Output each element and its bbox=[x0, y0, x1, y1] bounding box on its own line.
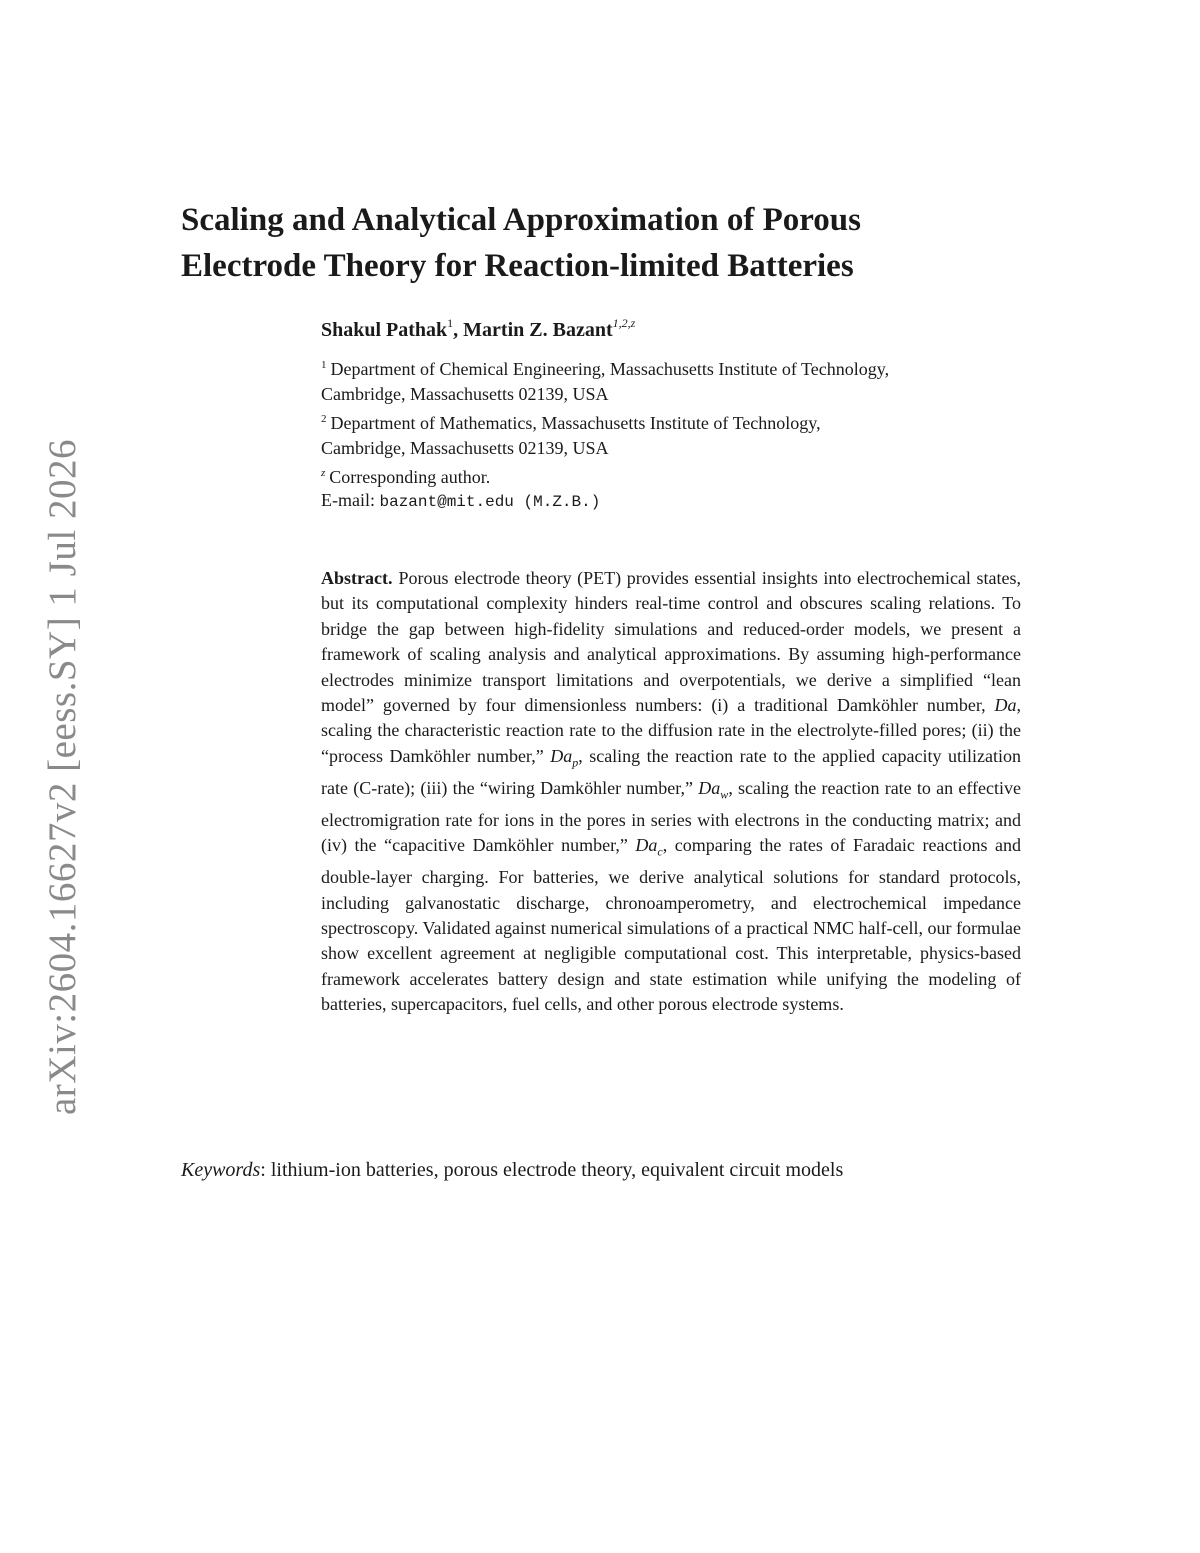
author-name: Shakul Pathak bbox=[321, 319, 448, 341]
affiliation-line bbox=[321, 461, 1021, 490]
author-separator: , bbox=[453, 319, 464, 341]
affiliation-mark: z bbox=[321, 467, 326, 479]
affiliation-text: Department of Mathematics, Massachusetts Institute of Technology, bbox=[330, 413, 821, 433]
author-list bbox=[321, 316, 635, 342]
affiliation-line bbox=[321, 382, 1021, 407]
email-line bbox=[321, 490, 600, 511]
author-affiliation-mark: 1,2,z bbox=[612, 316, 636, 330]
keywords bbox=[181, 1159, 843, 1182]
abstract-label: Abstract. bbox=[321, 568, 393, 588]
keywords-label: Keywords bbox=[181, 1159, 261, 1181]
author-name: Martin Z. Bazant bbox=[463, 319, 613, 341]
affiliation-line bbox=[321, 407, 1021, 436]
paper-title bbox=[181, 197, 1081, 289]
math-symbol: $Da_p$ bbox=[550, 745, 579, 770]
keywords-colon: : bbox=[260, 1159, 271, 1181]
abstract bbox=[321, 566, 1021, 1018]
math-symbol: $Da_c$ bbox=[635, 835, 663, 859]
corresponding-author-note: Corresponding author. bbox=[329, 467, 491, 487]
affiliation-line bbox=[321, 353, 1021, 382]
affiliation-mark: 2 bbox=[321, 413, 327, 425]
math-symbol: Da bbox=[994, 695, 1017, 716]
affiliation-text: Department of Chemical Engineering, Massachusetts Institute of Technology, bbox=[330, 359, 890, 379]
title-line-1: Scaling and Analytical Approximation of Porous bbox=[181, 202, 861, 238]
arxiv-identifier-stamp: arXiv:2604.16627v2 [eess.SY] 1 Jul 2026 bbox=[41, 439, 84, 1115]
title-line-2: Electrode Theory for Reaction-limited Batteries bbox=[181, 248, 854, 284]
keywords-text: lithium-ion batteries, porous electrode theory, equivalent circuit models bbox=[270, 1159, 844, 1181]
email-address-link[interactable]: bazant@mit.edu (M.Z.B.) bbox=[379, 493, 601, 511]
affiliation-text: Cambridge, Massachusetts 02139, USA bbox=[321, 438, 609, 458]
abstract-body: Porous electrode theory (PET) provides essential insights into electrochemical states, but its computational complexity hinders real-time control and obscures scaling relations. To bridge the gap between high-fidelity simulations and reduced-order models, we present a framework of scaling analysis and analytical approximations. By assuming high-performance electrodes minimize transport limitations and overpotentials, we derive a simplified “lean model” governed by four dimensionless numbers: (i) a traditional Damköhler number, Da, scaling the characteristic reaction rate to the diffusion rate in the electrolyte-filled pores; (ii) the “process Damköhler number,” $Da_p$, scaling the reaction rate to the applied capacity utilization rate (C-rate); (iii) the “wiring Damköhler number,” $Da_w$, scaling the reaction rate to an effective electromigration rate for ions in the pores in series with electrons in the conducting matrix; and (iv) the “capacitive Damköhler number,” $Da_c$, comparing the rates of Faradaic reactions and double-layer charging. For batteries, we derive analytical solutions for standard protocols, including galvanostatic discharge, chronoamperometry, and electrochemical impedance spectroscopy. Validated against numerical simulations of a practical NMC half-cell, our formulae show excellent agreement at negligible computational cost. This interpretable, physics-based framework accelerates battery design and state estimation while unifying the modeling of batteries, supercapacitors, fuel cells, and other porous electrode systems. bbox=[321, 568, 1022, 1015]
affiliation-mark: 1 bbox=[321, 359, 327, 371]
math-symbol: $Da_w$ bbox=[698, 777, 729, 802]
author-affiliation-mark: 1 bbox=[447, 316, 454, 330]
affiliations bbox=[321, 353, 1021, 490]
email-label: E-mail: bbox=[321, 490, 375, 510]
affiliation-text: Cambridge, Massachusetts 02139, USA bbox=[321, 384, 609, 404]
affiliation-line bbox=[321, 436, 1021, 461]
